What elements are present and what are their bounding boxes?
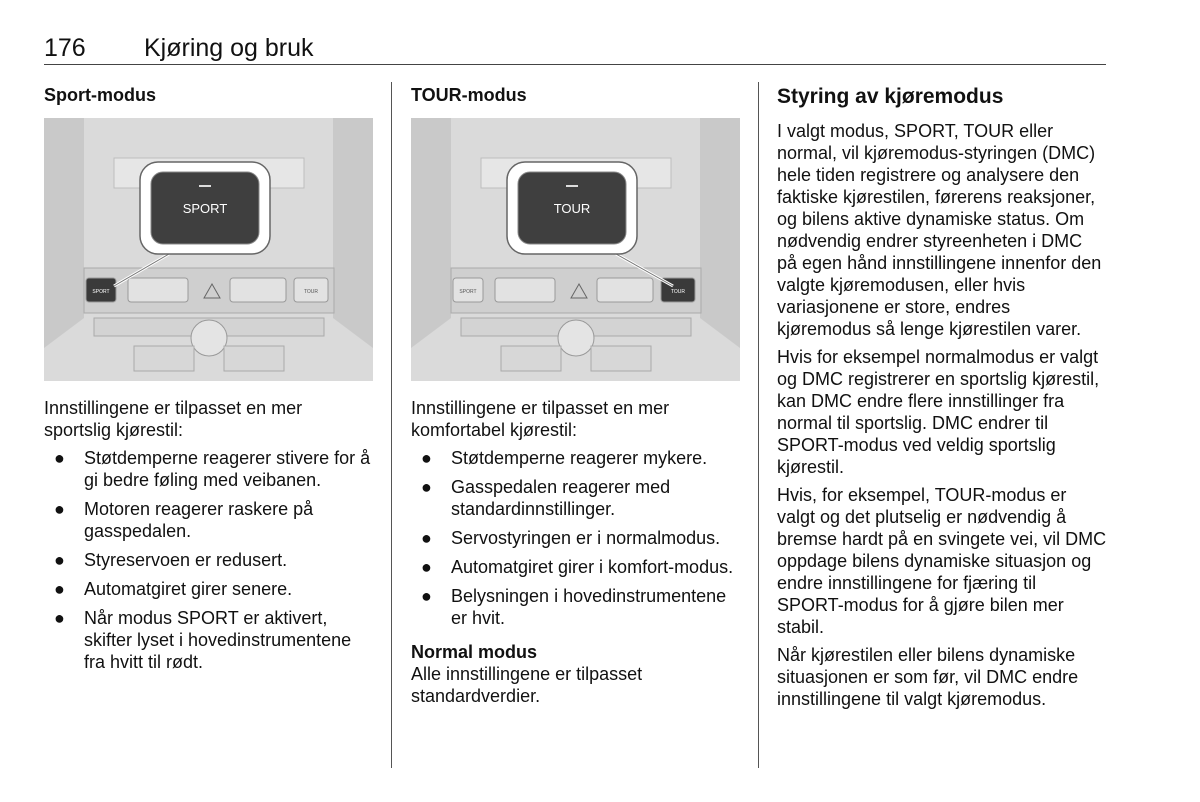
small-sport-label: SPORT: [459, 289, 477, 295]
dmc-section: [777, 84, 1107, 716]
list-item: ● Støtdemperne reagerer mykere.: [421, 448, 708, 468]
small-sport-label: SPORT: [92, 289, 110, 295]
page-header: [44, 34, 1106, 65]
section-heading: Sport-modus: [44, 85, 156, 105]
small-tour-label: TOUR: [670, 289, 686, 295]
list-item: ● Motoren reagerer raskere på gasspedalen.: [54, 499, 314, 541]
list-item: ● Støtdemperne reagerer stivere for å gi bedre føling med veibanen.: [54, 448, 371, 490]
tour-button-label: TOUR: [553, 201, 591, 216]
paragraph: I valgt modus, SPORT, TOUR eller normal, vil kjøremodus-styringen (DMC) hele tiden registrere og analysere den faktiske kjørestilen, førerens reaksjoner, og bilens aktive dynamiske status. Om nødvendig endrer styreenheten i DMC på egen hånd innstillingene innenfor den valgte kjøremodusen, eller hvis variasjonene er store, endres kjøremodus så lenge kjørestilen varer.: [777, 121, 1102, 339]
sport-button-figure: [44, 118, 373, 381]
intro-text: Innstillingene er tilpasset en mer sportslig kjørestil:: [44, 398, 303, 440]
paragraph: Når kjørestilen eller bilens dynamiske situasjonen er som før, vil DMC endre innstillingene til valgt kjøremodus.: [777, 645, 1079, 709]
list-item: ● Automatgiret girer senere.: [54, 579, 293, 599]
normal-mode-text: Alle innstillingene er tilpasset standardverdier.: [411, 664, 643, 706]
list-item: ● Styreservoen er redusert.: [54, 550, 288, 570]
small-tour-label: TOUR: [303, 289, 319, 295]
paragraph: Hvis, for eksempel, TOUR-modus er valgt og det plutselig er nødvendig å bremse hardt på en svingete vei, vil DMC oppdage bilens dynamiske situasjon og endre innstillingene for fjæring til SPORT-modus for å gjøre bilen mer stabil.: [777, 485, 1107, 637]
tour-mode-section: [411, 84, 741, 713]
bullet-list: [411, 447, 741, 629]
page-number: 176: [44, 34, 86, 62]
paragraph: Hvis for eksempel normalmodus er valgt og DMC registrerer en sportslig kjørestil, kan DMC endre flere innstillinger fra normal til sportslig. DMC endrer til SPORT-modus ved veldig sportslig kjørestil.: [777, 347, 1100, 477]
column-divider: [391, 82, 392, 768]
bullet-list: [44, 447, 374, 673]
sport-button-label: SPORT: [182, 201, 228, 216]
column-divider: [758, 82, 759, 768]
list-item: ● Belysningen i hovedinstrumentene er hvit.: [421, 586, 727, 628]
list-item: ● Når modus SPORT er aktivert, skifter lyset i hovedinstrumentene fra hvitt til rødt.: [54, 608, 352, 672]
sport-mode-section: [44, 84, 374, 680]
chapter-title: Kjøring og bruk: [144, 34, 314, 62]
section-heading: Styring av kjøremodus: [777, 85, 1004, 108]
list-item: ● Gasspedalen reagerer med standardinnstillinger.: [421, 477, 671, 519]
normal-mode-heading: Normal modus: [411, 642, 538, 662]
list-item: ● Automatgiret girer i komfort-modus.: [421, 557, 734, 577]
intro-text: Innstillingene er tilpasset en mer komfortabel kjørestil:: [411, 398, 670, 440]
list-item: ● Servostyringen er i normalmodus.: [421, 528, 721, 548]
tour-button-figure: [411, 118, 740, 381]
section-heading: TOUR-modus: [411, 85, 527, 105]
